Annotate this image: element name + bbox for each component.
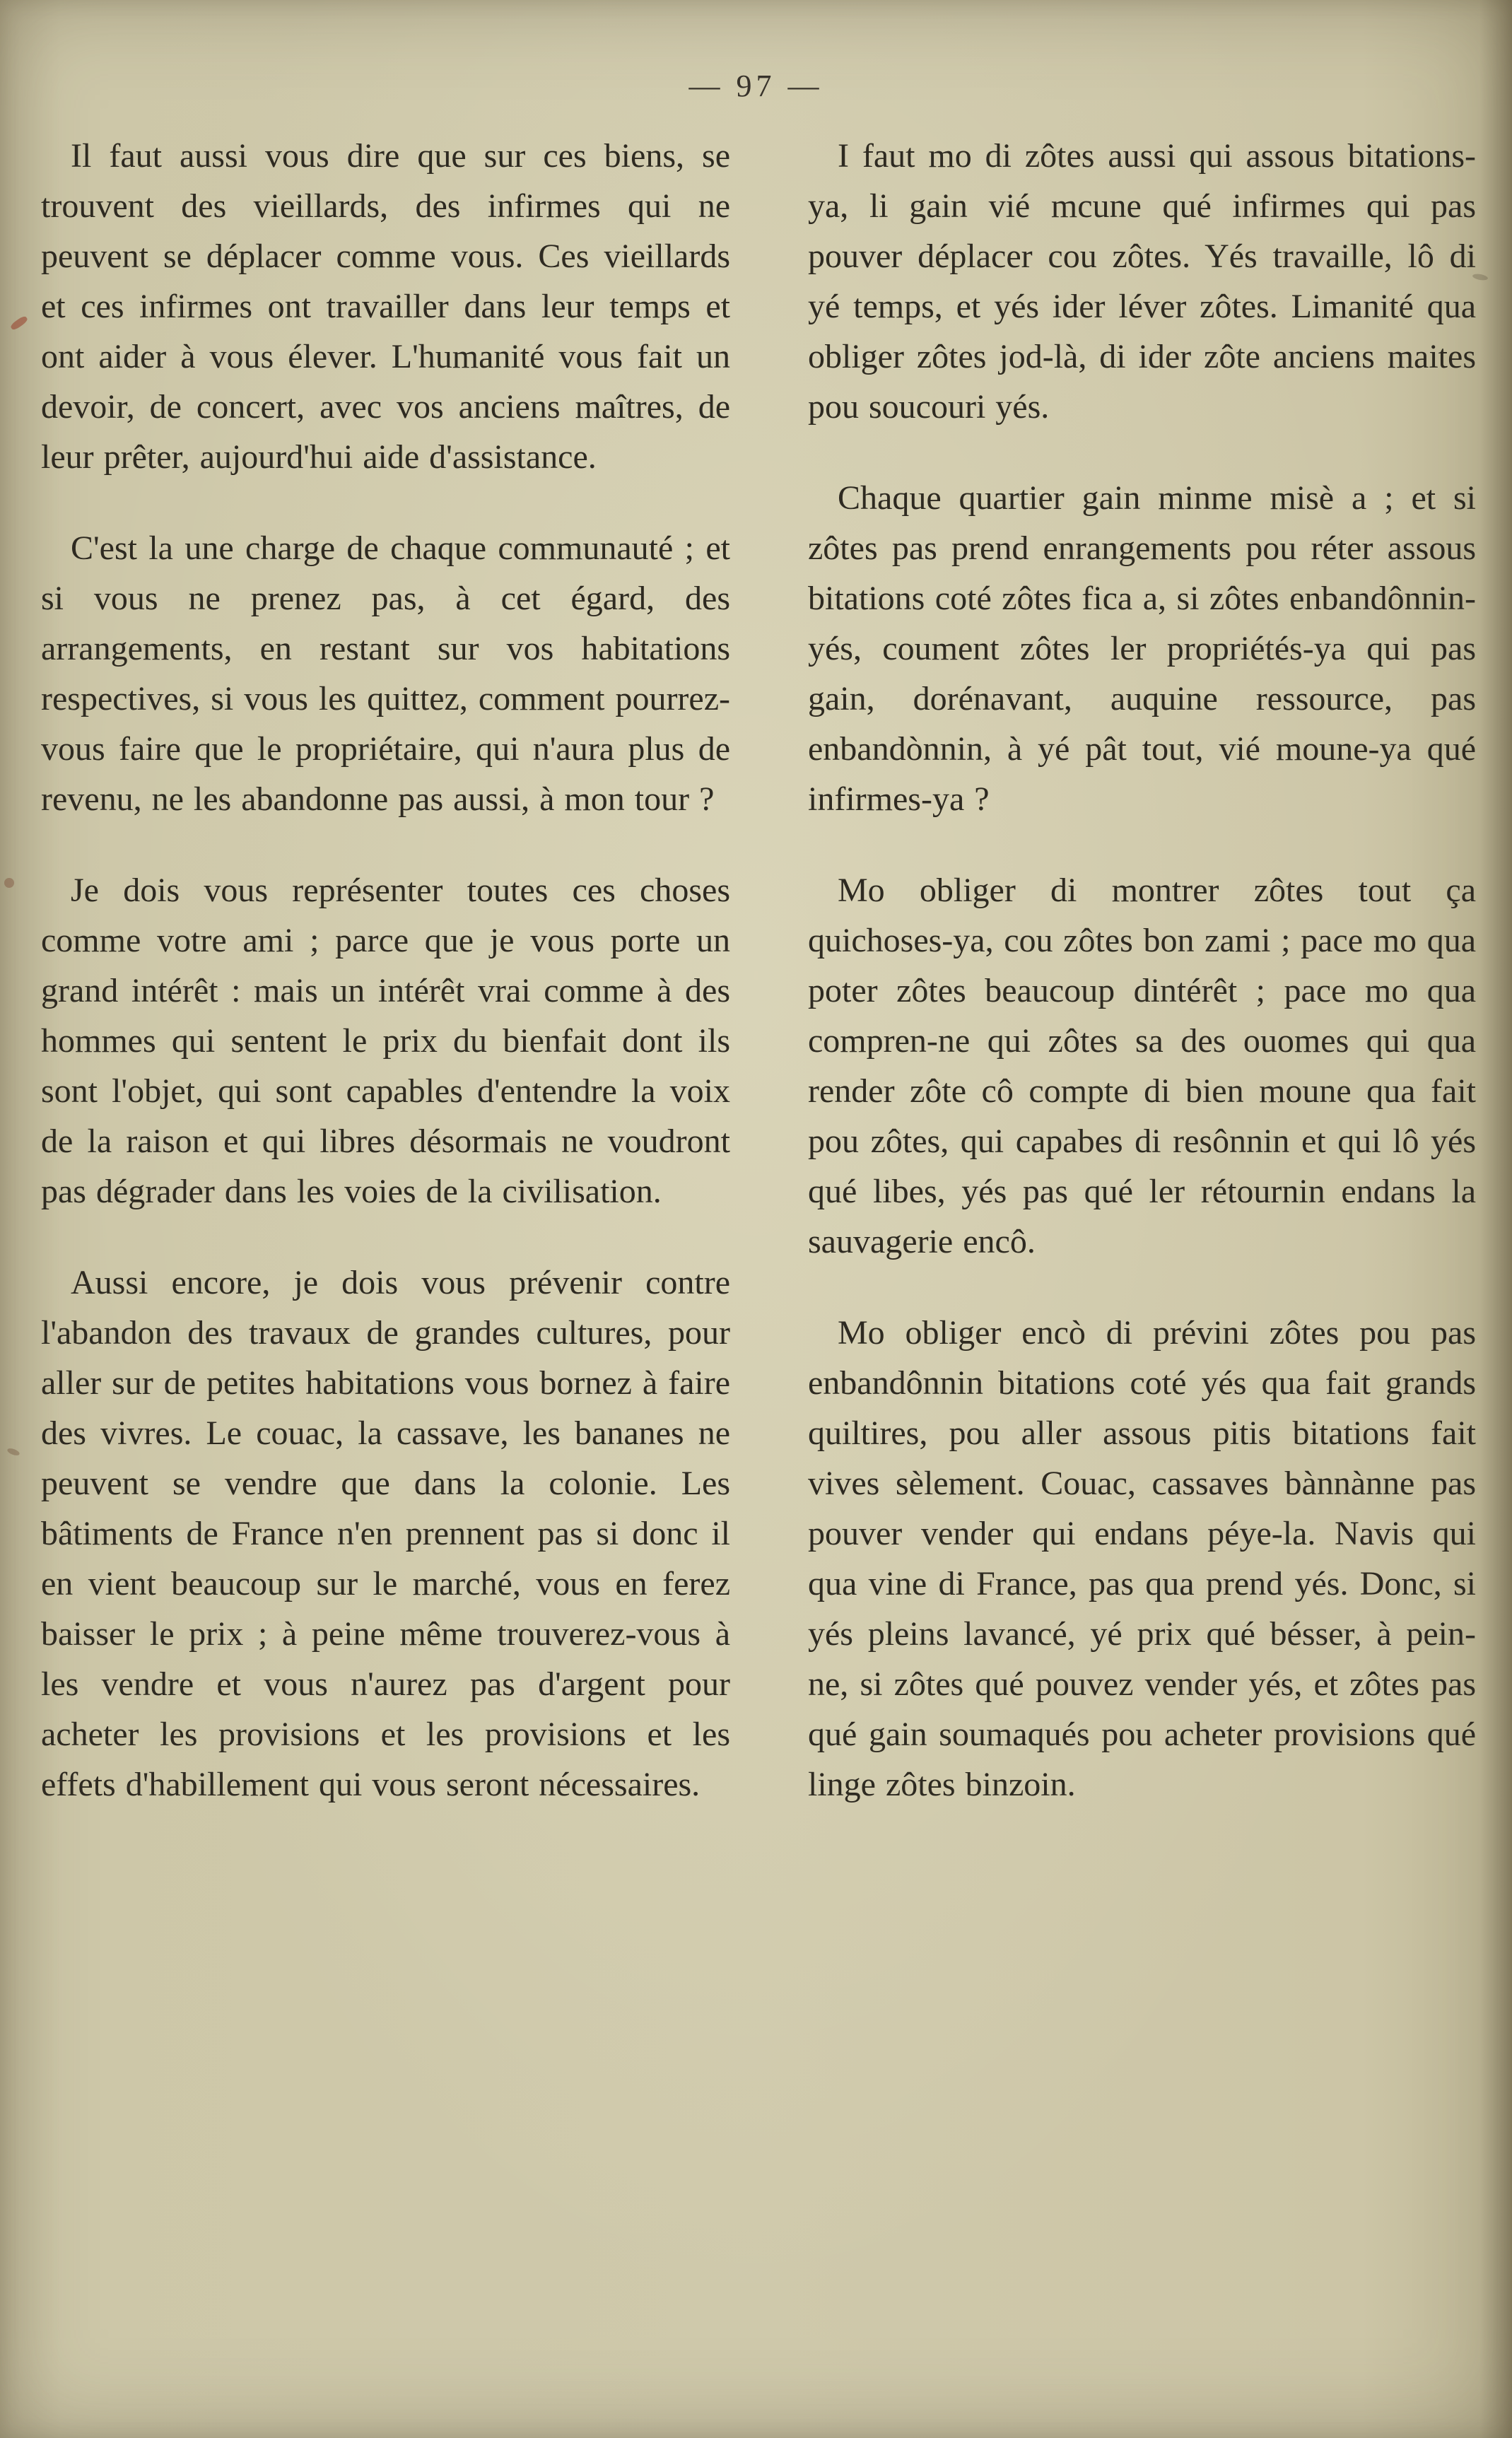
left-column-french: [41, 131, 730, 1851]
paragraph: Je dois vous représenter toutes ces choses comme votre ami ; parce que je vous porte un grand intérêt : mais un intérêt vrai comme à des hommes qui sentent le prix du bienfait dont ils sont l'objet, qui sont capables d'entendre la voix de la raison et qui libres désormais ne voudront pas dégrader dans les voies de la civilisation.: [41, 872, 730, 1210]
paragraph: Mo obliger di montrer zôtes tout ça quichoses-ya, cou zôtes bon zami ; pace mo qua poter zôtes beaucoup dintérêt ; pace mo qua compren-ne qui zôtes sa des ouomes qui qua render zôte cô compte di bien moune qua fait pou zôtes, qui capabes di resônnin et qui lô yés qué libes, yés pas qué ler rétournin endans la sauvagerie encô.: [808, 872, 1476, 1260]
two-column-text: [0, 104, 1512, 1851]
paragraph: Aussi encore, je dois vous prévenir contre l'abandon des travaux de grandes cultures, pour aller sur de petites habitations vous bornez à faire des vivres. Le couac, la cassave, les bananes ne peuvent se vendre que dans la colonie. Les bâtiments de France n'en prennent pas si donc il en vient beaucoup sur le marché, vous en ferez baisser le prix ; à peine même trouverez-vous à les vendre et vous n'aurez pas d'argent pour acheter les provisions et les provisions et les effets d'habillement qui vous seront nécessaires.: [41, 1264, 730, 1803]
paragraph: Il faut aussi vous dire que sur ces biens, se trouvent des vieillards, des infirmes qui ne peuvent se déplacer comme vous. Ces vieillards et ces infirmes ont travailler dans leur temps et ont aider à vous élever. L'humanité vous fait un devoir, de concert, avec vos anciens maîtres, de leur prêter, aujourd'hui aide d'assistance.: [41, 137, 730, 476]
paragraph: C'est la une charge de chaque communauté ; et si vous ne prenez pas, à cet égard, des arrangements, en restant sur vos habitations respectives, si vous les quittez, comment pourrez-vous faire que le propriétaire, qui n'aura plus de revenu, ne les abandonne pas aussi, à mon tour ?: [41, 529, 730, 818]
paragraph: Mo obliger encò di prévini zôtes pou pas enbandônnin bitations coté yés qua fait grands quiltires, pou aller assous pitis bitations fait vives sèlement. Couac, cassaves bànnànne pas pouver vender qui endans péye-la. Navis qui qua vine di France, pas qua prend yés. Donc, si yés pleins lavancé, yé prix qué bésser, à pein-ne, si zôtes qué pouvez vender yés, et zôtes pas qué gain soumaqués pou acheter provisions qué linge zôtes binzoin.: [808, 1314, 1476, 1803]
page-number: — 97 —: [688, 69, 824, 103]
right-column-creole: [808, 131, 1476, 1851]
paragraph: Chaque quartier gain minme misè a ; et si zôtes pas prend enrangements pou réter assous bitations coté zôtes fica a, si zôtes enbandônnin-yés, coument zôtes ler propriétés-ya qui pas gain, dorénavant, auquine ressource, pas enbandònnin, à yé pât tout, vié moune-ya qué infirmes-ya ?: [808, 479, 1476, 818]
paragraph: I faut mo di zôtes aussi qui assous bitations-ya, li gain vié mcune qué infirmes qui pas pouver déplacer cou zôtes. Yés travaille, lô di yé temps, et yés ider léver zôtes. Limanité qua obliger zôtes jod-là, di ider zôte anciens maites pou soucouri yés.: [808, 137, 1476, 426]
